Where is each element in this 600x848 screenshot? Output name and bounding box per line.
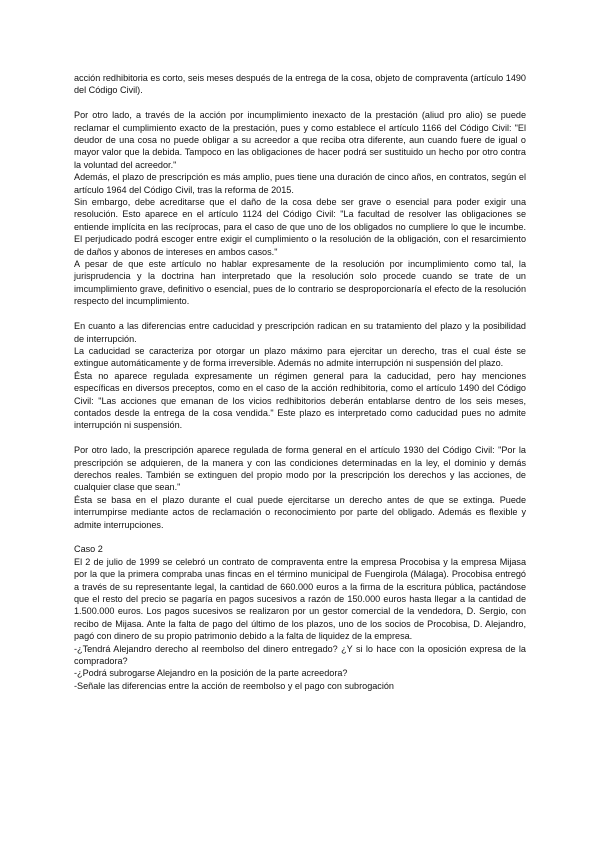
paragraph-spacer [74,531,526,543]
question-item: -¿Tendrá Alejandro derecho al reembolso del dinero entregado? ¿Y si lo hace con la oposición expresa de la compradora? [74,643,526,667]
paragraph-spacer [74,432,526,444]
question-item: -Señale las diferencias entre la acción de reembolso y el pago con subrogación [74,680,394,691]
question-item: -¿Podrá subrogarse Alejandro en la posición de la parte acreedora? [74,668,348,679]
paragraph: En cuanto a las diferencias entre caducidad y prescripción radican en su tratamiento del plazo y la posibilidad de interrupción. [74,321,526,344]
document-body [74,72,526,692]
paragraph: Por otro lado, a través de la acción por incumplimiento inexacto de la prestación (aliud pro alio) se puede reclamar el cumplimiento exacto de la prestación, pues y como establece el artículo 1166 del Código Civil: "El deudor de una cosa no puede obligar a su acreedor a que reciba otra diferente, aun cuando fuere de igual o mayor valor que la debida. Tampoco en las obligaciones de hacer podrá ser sustituido un hecho por otro contra la voluntad del acreedor." [74,110,526,170]
paragraph: Ésta no aparece regulada expresamente un régimen general para la caducidad, pero hay menciones específicas en diversos preceptos, como en el caso de la acción redhibitoria, como el artículo 1490 del Código Civil: "Las acciones que emanan de los vicios redhibitorios deberán entablarse dentro de los seis meses, contados desde la entrega de la cosa vendida." Este plazo es interpretado como caducidad pues no admite interrupción ni suspensión. [74,370,526,431]
paragraph-spacer [74,308,526,320]
paragraph: A pesar de que este artículo no hablar expresamente de la resolución por incumplimiento como tal, la jurisprudencia y la doctrina han interpretado que la resolución solo procede cuando se trate de un imcumplimiento grave, definitivo o esencial, pues de lo contrario se desproporcionaría el efecto de la resolución respecto del incumplimiento. [74,259,526,307]
paragraph: acción redhibitoria es corto, seis meses después de la entrega de la cosa, objeto de compraventa (artículo 1490 del Código Civil). [74,73,526,96]
paragraph: La caducidad se caracteriza por otorgar un plazo máximo para ejercitar un derecho, tras el cual éste se extingue automáticamente y de forma irreversible. Además no admite interrupción ni suspensión del plazo. [74,345,526,369]
paragraph: Por otro lado, la prescripción aparece regulada de forma general en el artículo 1930 del Código Civil: "Por la prescripción se adquieren, de la manera y con las condiciones determinadas en la ley, el dominio y demás derechos reales. También se extinguen del propio modo por la prescripción los derechos y las acciones, de cualquier clase que sean." [74,445,526,493]
paragraph: El 2 de julio de 1999 se celebró un contrato de compraventa entre la empresa Procobisa y la empresa Mijasa por la que la primera compraba unas fincas en el término municipal de Fuengirola (Málaga). Procobisa entregó a través de su representante legal, la cantidad de 660.000 euros a la firma de la escritura pública, pactándose que el resto del precio se pagaría en pagos sucesivos a razón de 150.000 euros hasta llegar a la cantidad de 1.500.000 euros. Los pagos sucesivos se realizaron por un gestor comercial de la vendedora, D. Sergio, con recibo de Mijasa. Ante la falta de pago del último de los plazos, uno de los socios de Procobisa, D. Alejandro, pagó con dinero de su propio patrimonio debido a la falta de liquidez de la empresa. [74,556,526,642]
paragraph-spacer [74,97,526,109]
paragraph: Además, el plazo de prescripción es más amplio, pues tiene una duración de cinco años, en contratos, según el artículo 1964 del Código Civil, tras la reforma de 2015. [74,172,526,195]
paragraph: Sin embargo, debe acreditarse que el daño de la cosa debe ser grave o esencial para poder exigir una resolución. Esto aparece en el artículo 1124 del Código Civil: "La facultad de resolver las obligaciones se entiende implícita en las recíprocas, para el caso de que uno de los obligados no cumpliere lo que le incumbe. El perjudicado podrá escoger entre exigir el cumplimiento o la resolución de la obligación, con el resarcimiento de daños y abonos de intereses en ambos casos." [74,197,526,257]
section-heading: Caso 2 [74,544,103,555]
paragraph: Ésta se basa en el plazo durante el cual puede ejercitarse un derecho antes de que se extinga. Puede interrumpirse mediante actos de reclamación o reconocimiento por parte del obligado. Además es flexible y admite interrupciones. [74,494,526,530]
